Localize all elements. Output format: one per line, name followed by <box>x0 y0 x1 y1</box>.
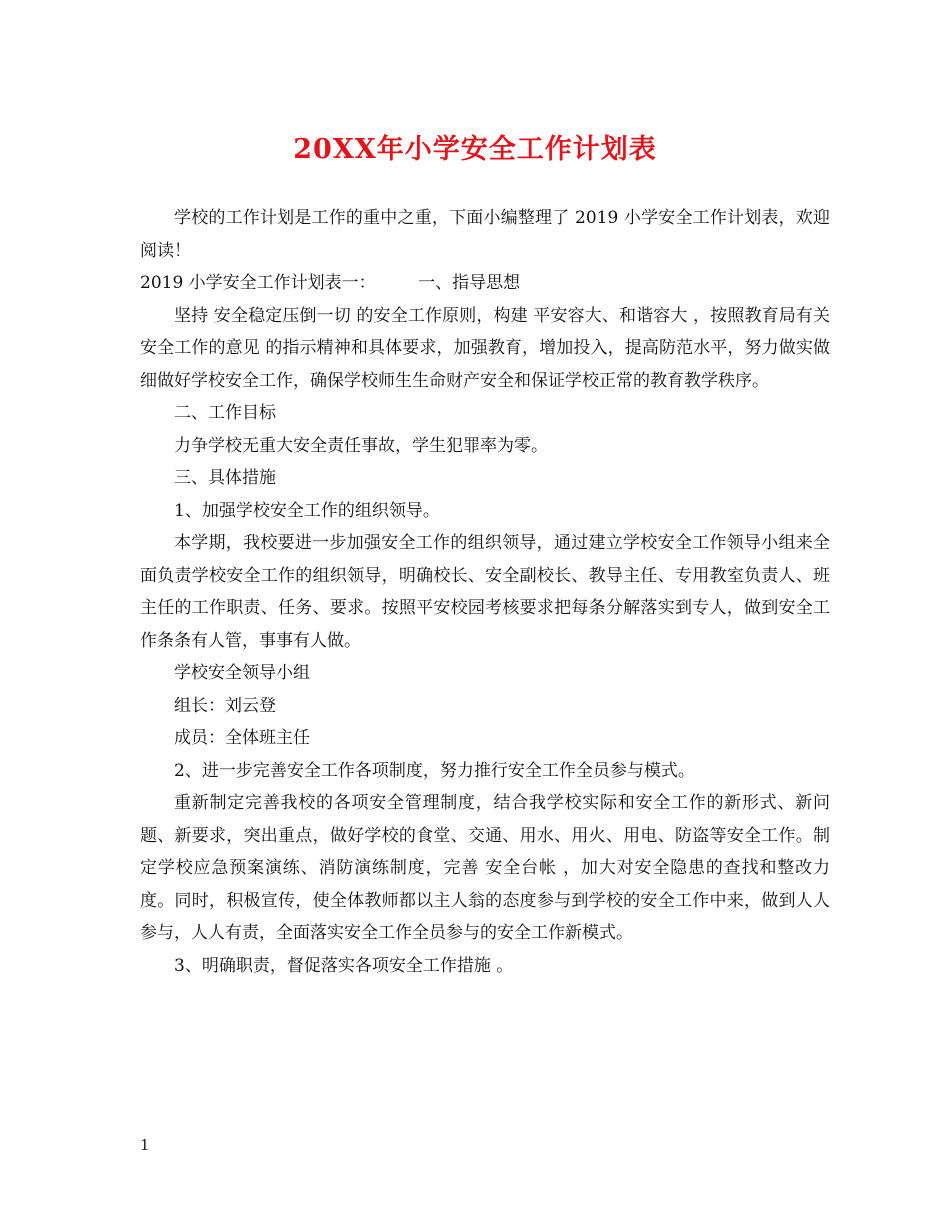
document-body <box>140 202 830 982</box>
paragraph: 组长：刘云登 <box>174 695 276 716</box>
section-heading: 二、工作目标 <box>174 403 276 423</box>
paragraph: 成员：全体班主任 <box>174 728 310 748</box>
paragraph: 学校安全领导小组 <box>174 663 310 683</box>
paragraph: 坚持 安全稳定压倒一切 的安全工作原则，构建 平安容大、和谐容大 ，按照教育局有关安全工作的意见 的指示精神和具体要求，加强教育，增加投入，提高防范水平，努力做实做细做好学校安全工作，确保学校师生生命财产安全和保证学校正常的教育教学秩序。 <box>140 305 830 391</box>
paragraph: 本学期，我校要进一步加强安全工作的组织领导，通过建立学校安全工作领导小组来全面负责学校安全工作的组织领导，明确校长、安全副校长、教导主任、专用教室负责人、班主任的工作职责、任务、要求。按照平安校园考核要求把每条分解落实到专人，做到安全工作条条有人管，事事有人做。 <box>140 533 830 651</box>
document-title: 20XX年小学安全工作计划表 <box>293 134 657 165</box>
paragraph: 学校的工作计划是工作的重中之重，下面小编整理了 2019 小学安全工作计划表，欢迎阅读！ <box>140 208 830 261</box>
subheading: 1、加强学校安全工作的组织领导。 <box>174 500 440 521</box>
section-heading: 三、具体措施 <box>174 468 276 488</box>
paragraph: 力争学校无重大安全责任事故，学生犯罪率为零。 <box>174 435 548 456</box>
subheading: 3、明确职责，督促落实各项安全工作措施 。 <box>174 955 514 976</box>
paragraph: 2019 小学安全工作计划表一： 一、指导思想 <box>140 273 521 293</box>
page-number: 1 <box>140 1136 150 1154</box>
subheading: 2、进一步完善安全工作各项制度，努力推行安全工作全员参与模式。 <box>174 760 695 781</box>
paragraph: 重新制定完善我校的各项安全管理制度，结合我学校实际和安全工作的新形式、新问题、新要求，突出重点，做好学校的食堂、交通、用水、用火、用电、防盗等安全工作。制定学校应急预案演练、消防演练制度，完善 安全台帐 ，加大对安全隐患的查找和整改力度。同时，积极宣传，使全体教师都以主人翁的态度参与到学校的安全工作中来，做到人人参与，人人有责，全面落实安全工作全员参与的安全工作新模式。 <box>140 793 830 943</box>
